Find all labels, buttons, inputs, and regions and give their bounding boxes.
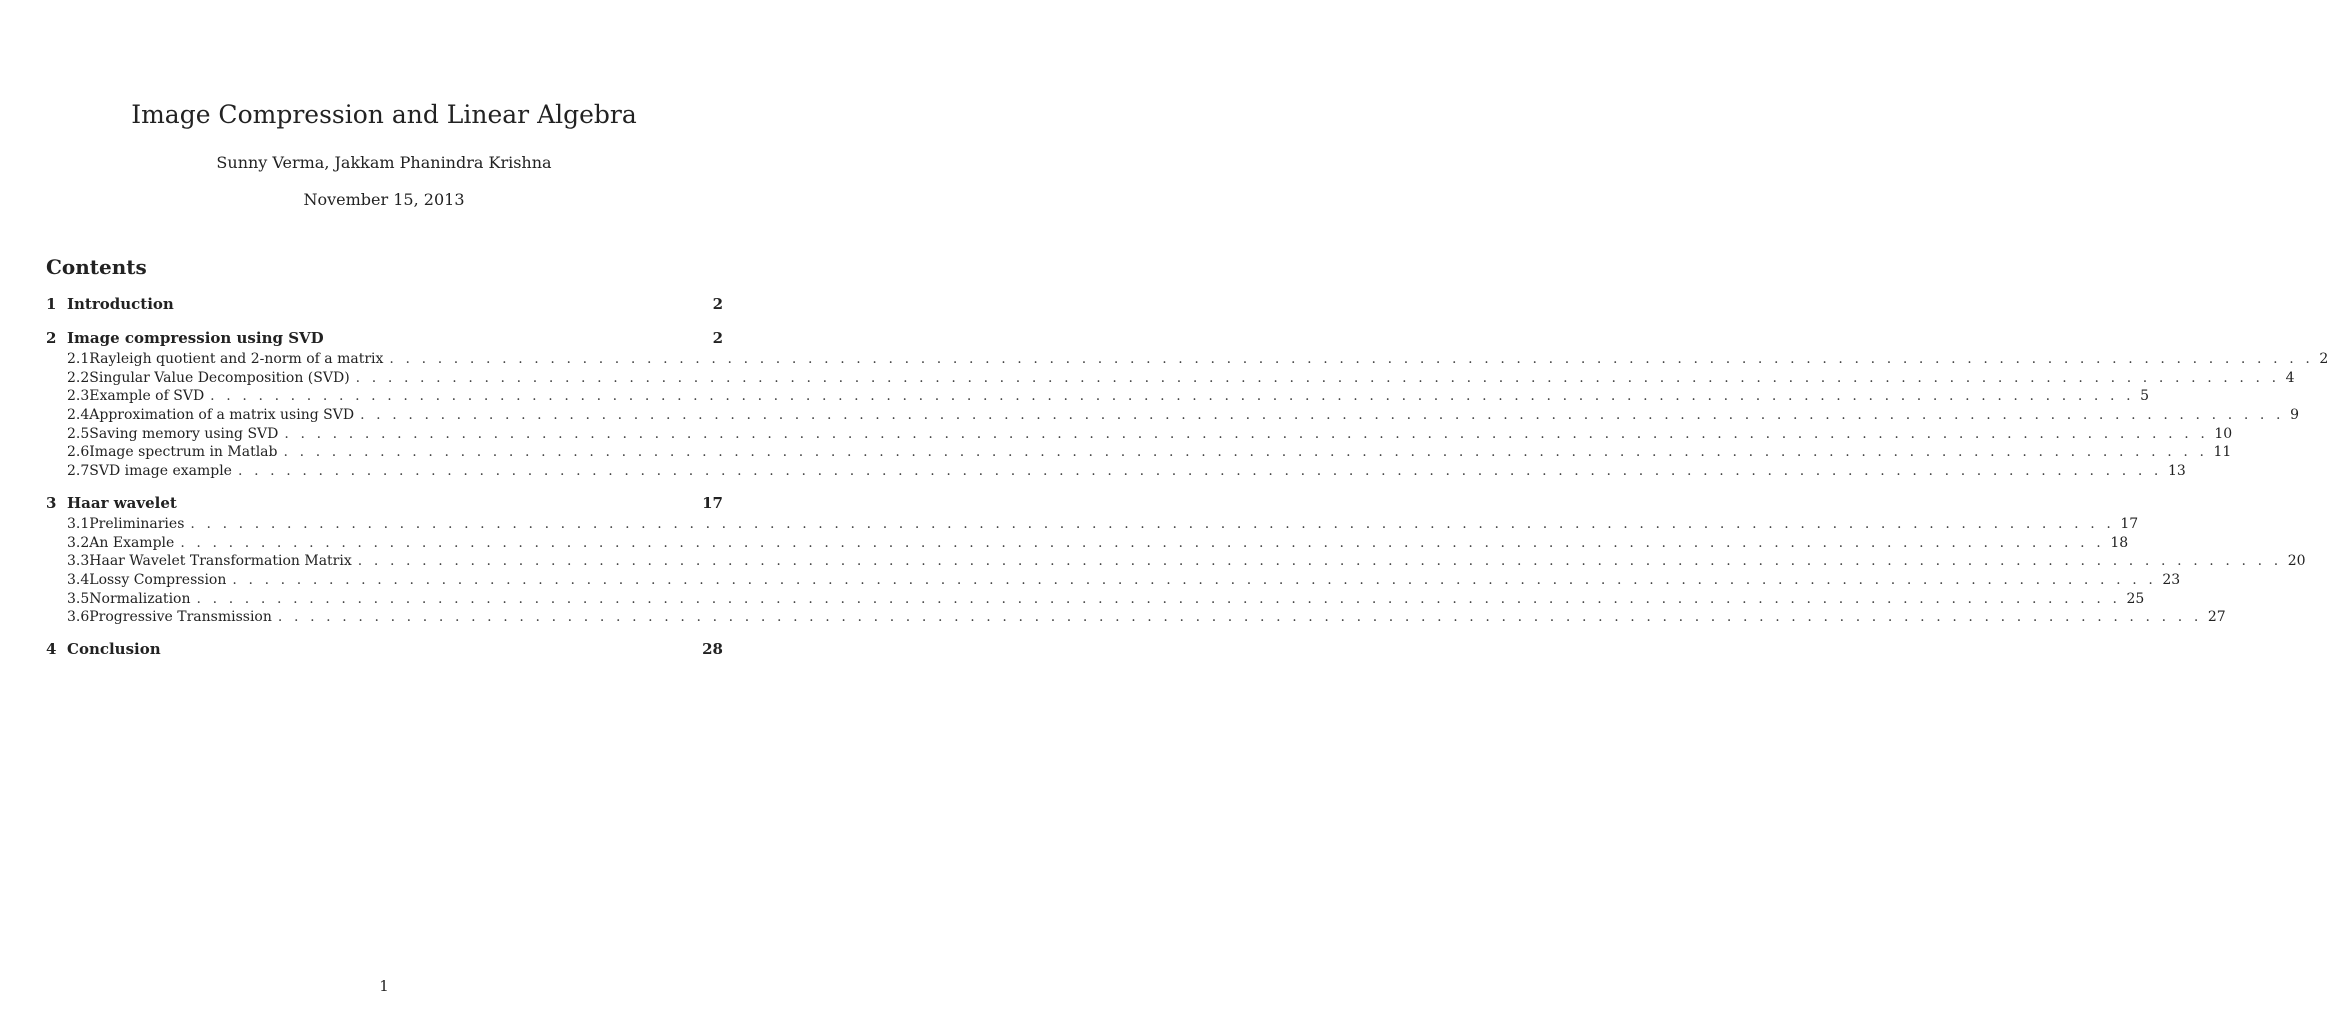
section-number: 3 xyxy=(46,493,57,512)
subsection-page: 27 xyxy=(2207,609,2226,626)
date: November 15, 2013 xyxy=(303,190,465,209)
subsection-number: 2.4 xyxy=(67,407,90,424)
section-number: 2 xyxy=(46,329,57,347)
subsection-title: Approximation of a matrix using SVD xyxy=(89,407,355,424)
leader-dots: . . . . . . . . . . . . . . . . . . . . . . . . . . . . . . . . . . . . . . . . . . . . . . . . . . . . . . . . . . . . . . . . . . . . . . . . . . . . . . . . . . . . . . . . . . . . . . . . . . . . . . . . . . . . . . . . . . . . . . . . xyxy=(283,444,2208,461)
subsection-number: 3.5 xyxy=(67,590,90,607)
leader-dots: . . . . . . . . . . . . . . . . . . . . . . . . . . . . . . . . . . . . . . . . . . . . . . . . . . . . . . . . . . . . . . . . . . . . . . . . . . . . . . . . . . . . . . . . . . . . . . . . . . . . . . . . . . . . . . . . . . . . . . . . xyxy=(210,388,2135,405)
toc-subsection-entry[interactable] xyxy=(46,443,2232,462)
subsection-title: Singular Value Decomposition (SVD) xyxy=(89,369,350,386)
toc-section-entry[interactable] xyxy=(46,637,723,661)
subsection-number: 2.1 xyxy=(67,351,90,367)
leader-dots: . . . . . . . . . . . . . . . . . . . . . . . . . . . . . . . . . . . . . . . . . . . . . . . . . . . . . . . . . . . . . . . . . . . . . . . . . . . . . . . . . . . . . . . . . . . . . . . . . . . . . . . . . . . . . . . . . . . . . . . . xyxy=(180,534,2105,551)
section-page: 2 xyxy=(712,295,723,313)
toc-section xyxy=(46,326,2328,481)
subsection-number: 2.3 xyxy=(67,388,90,405)
toc-subsection-entry[interactable] xyxy=(46,608,2226,627)
subsection-title: An Example xyxy=(89,534,175,551)
section-title: Haar wavelet xyxy=(67,493,177,512)
contents-heading: Contents xyxy=(46,255,147,279)
subsection-title: Normalization xyxy=(89,590,191,607)
subsection-number: 3.4 xyxy=(67,571,90,588)
subsection-page: 20 xyxy=(2287,553,2306,570)
leader-dots: . . . . . . . . . . . . . . . . . . . . . . . . . . . . . . . . . . . . . . . . . . . . . . . . . . . . . . . . . . . . . . . . . . . . . . . . . . . . . . . . . . . . . . . . . . . . . . . . . . . . . . . . . . . . . . . . . . . . . . . . xyxy=(284,425,2209,442)
section-page: 17 xyxy=(702,493,723,512)
subsection-number: 2.7 xyxy=(67,463,90,480)
subsection-number: 3.6 xyxy=(67,609,90,626)
document-title: Image Compression and Linear Algebra xyxy=(131,100,637,129)
subsection-number: 3.3 xyxy=(67,553,90,570)
leader-dots: . . . . . . . . . . . . . . . . . . . . . . . . . . . . . . . . . . . . . . . . . . . . . . . . . . . . . . . . . . . . . . . . . . . . . . . . . . . . . . . . . . . . . . . . . . . . . . . . . . . . . . . . . . . . . . . . . . . . . . . . xyxy=(360,407,2285,424)
subsection-number: 3.2 xyxy=(67,534,90,551)
toc-subsection-entry[interactable] xyxy=(46,369,2295,388)
authors: Sunny Verma, Jakkam Phanindra Krishna xyxy=(216,153,552,172)
subsection-number: 3.1 xyxy=(67,515,90,532)
toc-subsection-entry[interactable] xyxy=(46,462,2186,481)
section-title: Image compression using SVD xyxy=(67,329,324,347)
subsection-page: 17 xyxy=(2120,515,2139,532)
toc-section-entry[interactable] xyxy=(46,491,723,515)
subsection-title: Lossy Compression xyxy=(89,571,227,588)
subsection-page: 18 xyxy=(2110,534,2129,551)
subsection-page: 2 xyxy=(2319,351,2328,367)
subsection-page: 9 xyxy=(2290,407,2299,424)
subsection-page: 13 xyxy=(2167,463,2186,480)
leader-dots: . . . . . . . . . . . . . . . . . . . . . . . . . . . . . . . . . . . . . . . . . . . . . . . . . . . . . . . . . . . . . . . . . . . . . . . . . . . . . . . . . . . . . . . . . . . . . . . . . . . . . . . . . . . . . . . . . . . . . . . . xyxy=(357,553,2282,570)
leader-dots: . . . . . . . . . . . . . . . . . . . . . . . . . . . . . . . . . . . . . . . . . . . . . . . . . . . . . . . . . . . . . . . . . . . . . . . . . . . . . . . . . . . . . . . . . . . . . . . . . . . . . . . . . . . . . . . . . . . . . . . . xyxy=(355,369,2280,386)
leader-dots: . . . . . . . . . . . . . . . . . . . . . . . . . . . . . . . . . . . . . . . . . . . . . . . . . . . . . . . . . . . . . . . . . . . . . . . . . . . . . . . . . . . . . . . . . . . . . . . . . . . . . . . . . . . . . . . . . . . . . . . . xyxy=(196,590,2121,607)
subsection-title: SVD image example xyxy=(89,463,232,480)
subsection-title: Preliminaries xyxy=(89,515,185,532)
toc-subsection-entry[interactable] xyxy=(46,590,2145,609)
section-number: 4 xyxy=(46,639,57,658)
subsection-page: 5 xyxy=(2140,388,2150,405)
leader-dots: . . . . . . . . . . . . . . . . . . . . . . . . . . . . . . . . . . . . . . . . . . . . . . . . . . . . . . . . . . . . . . . . . . . . . . . . . . . . . . . . . . . . . . . . . . . . . . . . . . . . . . . . . . . . . . . . . . . . . . . . xyxy=(389,351,2314,367)
subsection-title: Progressive Transmission xyxy=(89,609,272,626)
section-title: Introduction xyxy=(67,295,174,313)
subsection-page: 11 xyxy=(2213,444,2232,461)
leader-dots: . . . . . . . . . . . . . . . . . . . . . . . . . . . . . . . . . . . . . . . . . . . . . . . . . . . . . . . . . . . . . . . . . . . . . . . . . . . . . . . . . . . . . . . . . . . . . . . . . . . . . . . . . . . . . . . . . . . . . . . . xyxy=(237,463,2162,480)
subsection-page: 10 xyxy=(2214,425,2233,442)
section-title: Conclusion xyxy=(67,639,161,658)
toc-section-entry[interactable] xyxy=(46,326,723,350)
subsection-page: 4 xyxy=(2285,369,2295,386)
toc-section xyxy=(46,637,723,661)
toc-section xyxy=(46,491,2306,627)
toc-subsection-entry[interactable] xyxy=(46,350,2328,369)
toc-subsection-entry[interactable] xyxy=(46,552,2306,571)
toc-subsection-entry[interactable] xyxy=(46,387,2150,406)
subsection-page: 25 xyxy=(2126,590,2145,607)
subsection-title: Example of SVD xyxy=(89,388,205,405)
subsection-number: 2.5 xyxy=(67,425,90,442)
subsection-title: Haar Wavelet Transformation Matrix xyxy=(89,553,352,570)
subsection-page: 23 xyxy=(2162,571,2181,588)
section-page: 2 xyxy=(712,329,723,347)
table-of-contents xyxy=(46,292,2328,671)
section-page: 28 xyxy=(702,639,723,658)
leader-dots: . . . . . . . . . . . . . . . . . . . . . . . . . . . . . . . . . . . . . . . . . . . . . . . . . . . . . . . . . . . . . . . . . . . . . . . . . . . . . . . . . . . . . . . . . . . . . . . . . . . . . . . . . . . . . . . . . . . . . . . . xyxy=(232,571,2157,588)
subsection-title: Rayleigh quotient and 2-norm of a matrix xyxy=(89,351,384,367)
toc-subsection-entry[interactable] xyxy=(46,406,2299,425)
subsection-number: 2.2 xyxy=(67,369,90,386)
toc-subsection-entry[interactable] xyxy=(46,571,2181,590)
leader-dots: . . . . . . . . . . . . . . . . . . . . . . . . . . . . . . . . . . . . . . . . . . . . . . . . . . . . . . . . . . . . . . . . . . . . . . . . . . . . . . . . . . . . . . . . . . . . . . . . . . . . . . . . . . . . . . . . . . . . . . . . xyxy=(277,609,2202,626)
toc-subsection-entry[interactable] xyxy=(46,534,2129,553)
toc-subsection-entry[interactable] xyxy=(46,515,2139,534)
subsection-title: Saving memory using SVD xyxy=(89,425,279,442)
toc-section xyxy=(46,292,723,316)
leader-dots: . . . . . . . . . . . . . . . . . . . . . . . . . . . . . . . . . . . . . . . . . . . . . . . . . . . . . . . . . . . . . . . . . . . . . . . . . . . . . . . . . . . . . . . . . . . . . . . . . . . . . . . . . . . . . . . . . . . . . . . . xyxy=(190,515,2115,532)
toc-section-entry[interactable] xyxy=(46,292,723,316)
section-number: 1 xyxy=(46,295,57,313)
subsection-title: Image spectrum in Matlab xyxy=(89,444,278,461)
toc-subsection-entry[interactable] xyxy=(46,425,2233,444)
page-number: 1 xyxy=(379,977,389,995)
subsection-number: 2.6 xyxy=(67,444,90,461)
